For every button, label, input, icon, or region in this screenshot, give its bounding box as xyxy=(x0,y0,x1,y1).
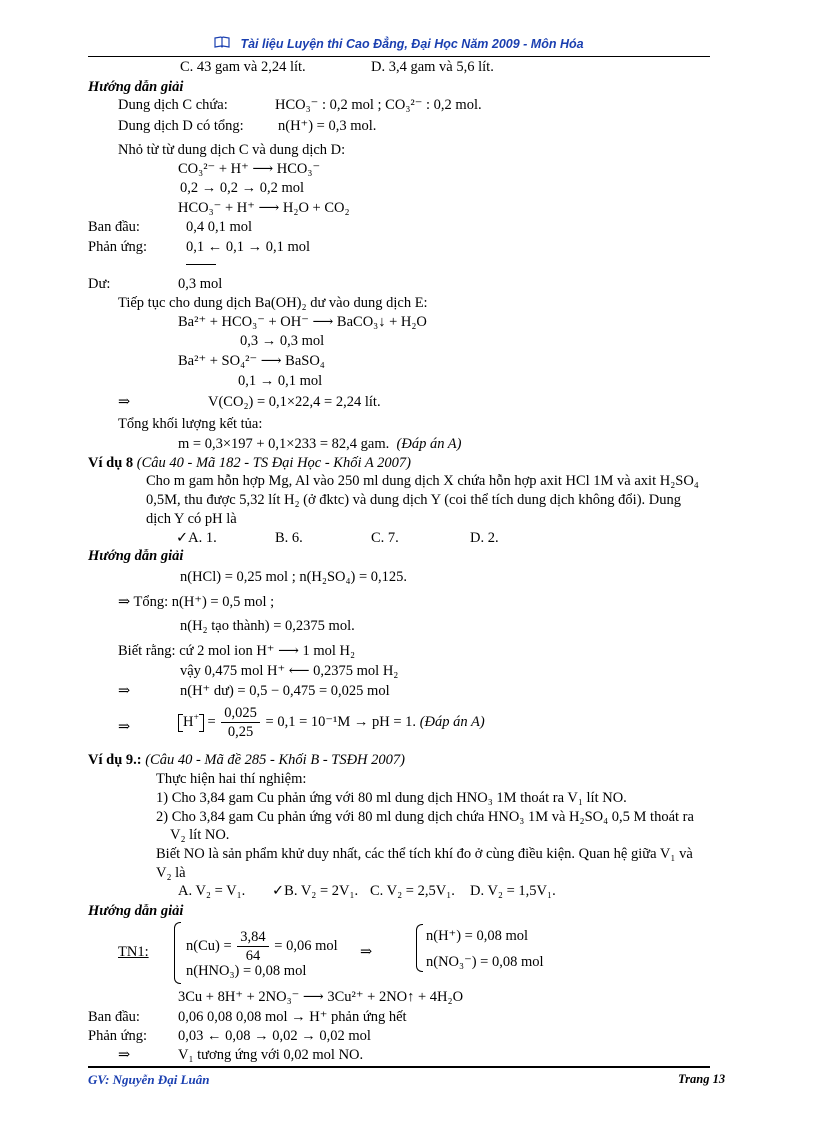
initial-values: 0,06 0,08 0,08 mol → H⁺ phản ứng hết xyxy=(178,1009,407,1025)
ncu-fraction: $\frac{3,84}{64}$ xyxy=(237,928,268,965)
solution-heading: Hướng dẫn giải xyxy=(88,79,184,95)
c-value: HCO₃⁻ : 0,2 mol ; CO₃²⁻ : 0,2 mol. xyxy=(275,97,482,113)
ex9-question-2: V₂ là xyxy=(156,865,186,881)
vco2-result: V(CO₂) = 0,1×22,4 = 2,24 lít. xyxy=(208,394,381,410)
n-cu: n(Cu) = $\frac{3,84}{64}$ = 0,06 mol xyxy=(186,929,338,964)
solution-heading: Hướng dẫn giải xyxy=(88,548,184,564)
prev-option-c: C. 43 gam và 2,24 lít. xyxy=(180,59,306,75)
option-d: D. V₂ = 1,5V₁. xyxy=(470,883,556,899)
implies-arrow: ⇒ xyxy=(118,683,131,699)
ex9-intro: Thực hiện hai thí nghiệm: xyxy=(156,771,307,787)
total-label: Tổng khối lượng kết tủa: xyxy=(118,416,263,432)
ex8-step-1: n(HCl) = 0,25 mol ; n(H₂SO₄) = 0,125. xyxy=(180,569,408,585)
ex9-trial-1: 1) Cho 3,84 gam Cu phản ứng với 80 ml dung dịch HNO₃ 1M thoát ra V₁ lít NO. xyxy=(156,790,627,806)
option-a: ✓A. 1. xyxy=(176,530,217,546)
example-9-title: Ví dụ 9.: (Câu 40 - Mã đề 285 - Khối B - TSĐH 2007) xyxy=(88,752,405,768)
equation-1-amounts: 0,2 → 0,2 → 0,2 mol xyxy=(180,180,305,196)
equation-2: HCO₃⁻ + H⁺ ⟶ H₂O + CO₂ xyxy=(178,200,350,216)
ex8-step-5: vậy 0,475 mol H⁺ ⟵ 0,2375 mol H₂ xyxy=(180,663,399,679)
excess-value: 0,3 mol xyxy=(178,276,223,292)
excess-label: Dư: xyxy=(88,276,111,292)
example-8-question-2: 0,5M, thu được 5,32 lít H₂ (ở đktc) và dung dịch Y (coi thể tích dung dịch không đổi). Dung xyxy=(146,492,681,508)
page-header xyxy=(88,36,710,51)
equation-1: CO₃²⁻ + H⁺ ⟶ HCO₃⁻ xyxy=(178,161,321,177)
equation-3: Ba²⁺ + HCO₃⁻ + OH⁻ ⟶ BaCO₃↓ + H₂O xyxy=(178,314,427,330)
react-values: 0,03 ← 0,08 → 0,02 → 0,02 mol xyxy=(178,1028,371,1044)
concentration-fraction: $\frac{0,025}{0,25}$ xyxy=(221,704,260,741)
initial-label: Ban đầu: xyxy=(88,1009,140,1025)
footer-page: Trang 13 xyxy=(678,1072,726,1086)
example-8-title: Ví dụ 8 (Câu 40 - Mã 182 - TS Đại Học - Khối A 2007) xyxy=(88,455,411,471)
implies-arrow: ⇒ xyxy=(360,944,373,960)
n-no3: n(NO₃⁻) = 0,08 mol xyxy=(426,954,544,970)
header-rule xyxy=(88,56,710,57)
initial-values: 0,4 0,1 mol xyxy=(186,219,253,235)
footer-rule xyxy=(88,1066,710,1068)
react-label: Phản ứng: xyxy=(88,239,148,255)
solution-heading: Hướng dẫn giải xyxy=(88,903,184,919)
ex8-step-2: ⇒ Tổng: n(H⁺) = 0,5 mol ; xyxy=(118,594,275,610)
option-b: ✓B. V₂ = 2V₁. xyxy=(272,883,359,899)
v1-result: V₁ tương ứng với 0,02 mol NO. xyxy=(178,1047,364,1063)
equation-4-amounts: 0,1 → 0,1 mol xyxy=(238,373,323,389)
header-title: Tài liệu Luyện thi Cao Đẳng, Đại Học Năm 2009 - Môn Hóa xyxy=(240,37,584,51)
initial-label: Ban đầu: xyxy=(88,219,140,235)
option-a: A. V₂ = V₁. xyxy=(178,883,246,899)
prev-option-d: D. 3,4 gam và 5,6 lít. xyxy=(371,59,494,75)
ex8-step-7: H+ = $\frac{0,025}{0,25}$ = 0,1 = 10⁻¹M → pH = 1. (Đáp án A) xyxy=(178,704,485,741)
n-h-plus: n(H⁺) = 0,08 mol xyxy=(426,928,529,944)
example-8-question-3: dịch Y có pH là xyxy=(146,511,237,527)
drip-text: Nhỏ từ từ dung dịch C và dung dịch D: xyxy=(118,142,346,158)
check-icon: ✓ xyxy=(176,530,189,546)
ex8-step-4: Biết rằng: cứ 2 mol ion H⁺ ⟶ 1 mol H₂ xyxy=(118,643,356,659)
ex8-step-6: n(H⁺ dư) = 0,5 − 0,475 = 0,025 mol xyxy=(180,683,390,699)
implies-arrow: ⇒ xyxy=(118,719,131,735)
divider xyxy=(186,264,216,265)
ex9-trial-2a: 2) Cho 3,84 gam Cu phản ứng với 80 ml dung dịch chứa HNO₃ 1M và H₂SO₄ 0,5 M thoát ra xyxy=(156,809,694,825)
option-d: D. 2. xyxy=(470,530,499,546)
implies-arrow: ⇒ xyxy=(118,394,131,410)
equation-3-amounts: 0,3 → 0,3 mol xyxy=(240,333,325,349)
option-b: B. 6. xyxy=(275,530,303,546)
equation-cu: 3Cu + 8H⁺ + 2NO₃⁻ ⟶ 3Cu²⁺ + 2NO↑ + 4H₂O xyxy=(178,989,464,1005)
equation-4: Ba²⁺ + SO₄²⁻ ⟶ BaSO₄ xyxy=(178,353,325,369)
react-values: 0,1 ← 0,1 → 0,1 mol xyxy=(186,239,311,255)
footer-author: GV: Nguyễn Đại Luân xyxy=(88,1072,210,1087)
ex9-trial-2b: V₂ lít NO. xyxy=(170,827,230,843)
left-brace xyxy=(174,922,181,984)
check-icon: ✓ xyxy=(272,883,285,899)
continue-text: Tiếp tục cho dung dịch Ba(OH)₂ dư vào dung dịch E: xyxy=(118,295,428,311)
tn1-label: TN1: xyxy=(118,944,149,960)
option-c: C. V₂ = 2,5V₁. xyxy=(370,883,455,899)
ex9-question-1: Biết NO là sản phẩm khử duy nhất, các thể tích khí đo ở cùng điều kiện. Quan hệ giữa V₁ và xyxy=(156,846,693,862)
d-label: Dung dịch D có tổng: xyxy=(118,118,244,134)
answer-note: (Đáp án A) xyxy=(396,436,462,452)
react-label: Phản ứng: xyxy=(88,1028,148,1044)
total-calc: m = 0,3×197 + 0,1×233 = 82,4 gam. (Đáp án A) xyxy=(178,436,462,452)
ex8-step-3: n(H₂ tạo thành) = 0,2375 mol. xyxy=(180,618,355,634)
option-c: C. 7. xyxy=(371,530,399,546)
c-label: Dung dịch C chứa: xyxy=(118,97,228,113)
d-value: n(H⁺) = 0,3 mol. xyxy=(278,118,377,134)
example-8-question-1: Cho m gam hỗn hợp Mg, Al vào 250 ml dung dịch X chứa hỗn hợp axit HCl 1M và axit H₂SO₄ xyxy=(146,473,699,489)
book-icon xyxy=(214,36,230,51)
right-brace xyxy=(416,924,423,972)
implies-arrow: ⇒ xyxy=(118,1047,131,1063)
n-hno3: n(HNO₃) = 0,08 mol xyxy=(186,963,307,979)
